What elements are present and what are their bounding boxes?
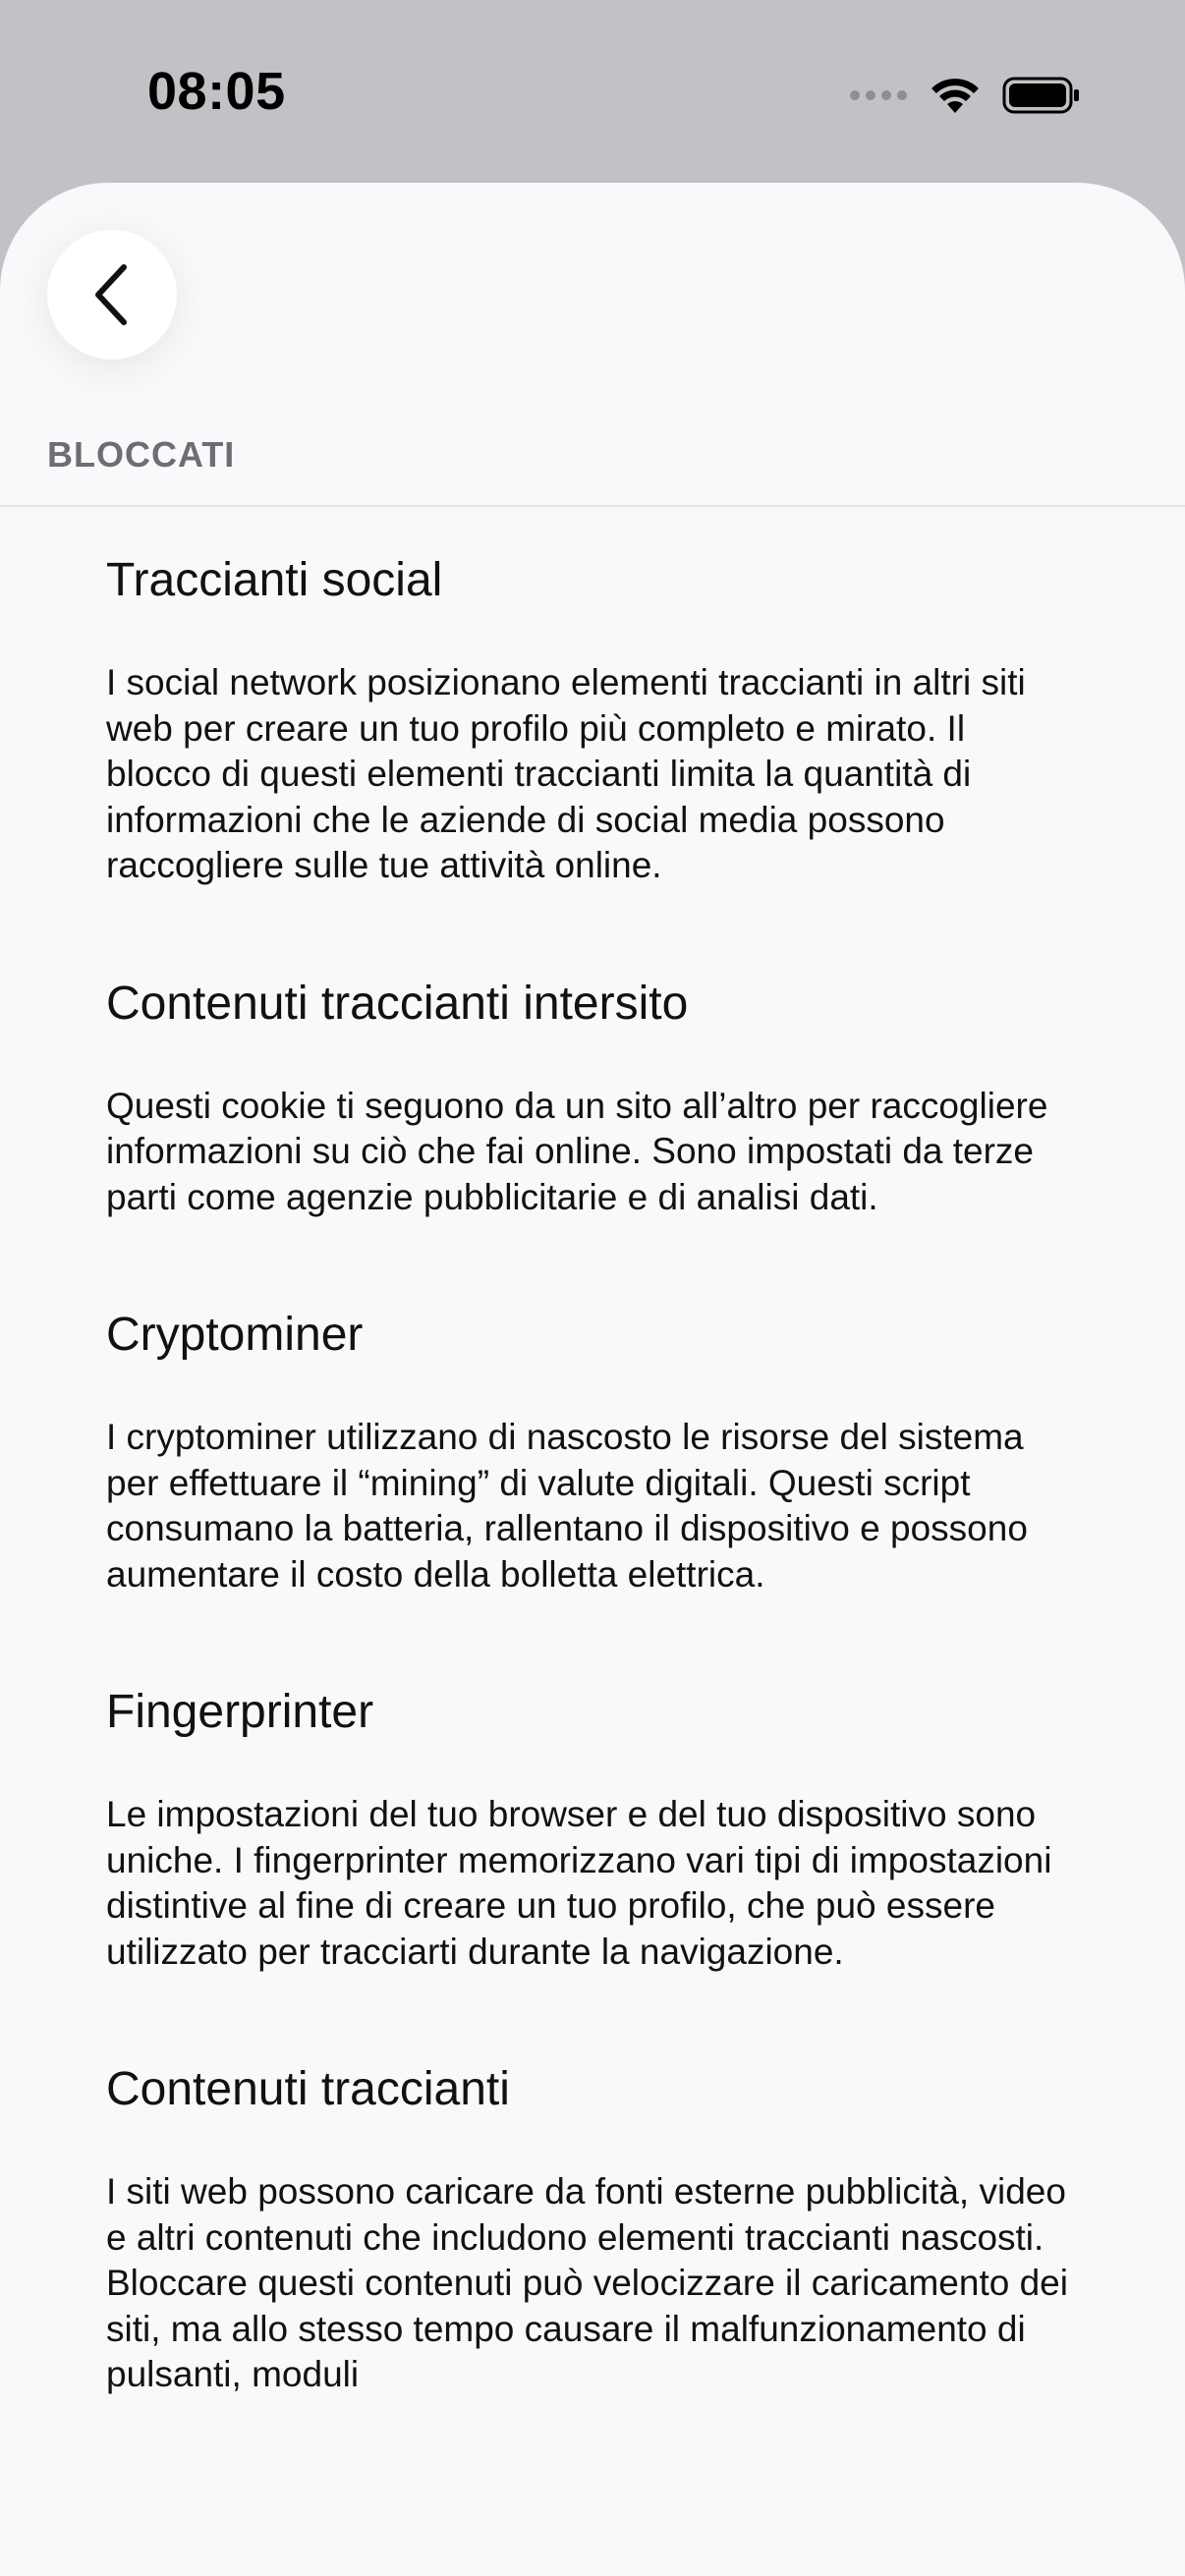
signal-dots-icon (849, 88, 908, 102)
section-header: BLOCCATI (47, 434, 236, 475)
status-time: 08:05 (147, 62, 286, 121)
content-list (106, 546, 1089, 2479)
item-title: Contenuti traccianti (106, 2063, 510, 2115)
chevron-left-icon (92, 263, 132, 326)
item-description: Questi cookie ti seguono da un sito all’altro per raccogliere informazioni su ciò che fai online. Sono impostati da terze parti come agenzie pubblicitarie e di analisi dati. (106, 1085, 1048, 1217)
divider (0, 505, 1185, 507)
item-title: Traccianti social (106, 554, 443, 606)
battery-icon (1002, 76, 1081, 115)
sheet (0, 183, 1185, 2576)
list-item (106, 970, 1089, 1221)
item-description: I social network posizionano elementi traccianti in altri siti web per creare un tuo profilo più completo e mirato. Il blocco di questi elementi traccianti limita la quantità di informazioni che le aziende di social media possono raccogliere sulle tue attività online. (106, 662, 1026, 885)
list-item (106, 1301, 1089, 1597)
wifi-icon (930, 76, 981, 115)
list-item (106, 546, 1089, 889)
item-title: Contenuti traccianti intersito (106, 977, 689, 1030)
back-button[interactable] (47, 230, 177, 360)
item-description: Le impostazioni del tuo browser e del tuo dispositivo sono uniche. I fingerprinter memorizzano vari tipi di impostazioni distintive al fine di creare un tuo profilo, che può essere utilizzato per tracciarti durante la navigazione. (106, 1794, 1052, 1972)
status-bar (0, 0, 1185, 187)
list-item (106, 1678, 1089, 1975)
list-item (106, 2055, 1089, 2398)
item-description: I siti web possono caricare da fonti esterne pubblicità, video e altri contenuti che includono elementi traccianti nascosti. Bloccare questi contenuti può velocizzare il caricamento dei siti, ma allo stesso tempo causare il malfunzionamento di pulsanti, moduli (106, 2171, 1068, 2394)
item-title: Fingerprinter (106, 1686, 374, 1738)
status-icons (849, 71, 1081, 120)
item-title: Cryptominer (106, 1309, 364, 1361)
item-description: I cryptominer utilizzano di nascosto le risorse del sistema per effettuare il “mining” di valute digitali. Questi script consumano la batteria, rallentano il dispositivo e possono aumentare il costo della bolletta elettrica. (106, 1417, 1028, 1595)
